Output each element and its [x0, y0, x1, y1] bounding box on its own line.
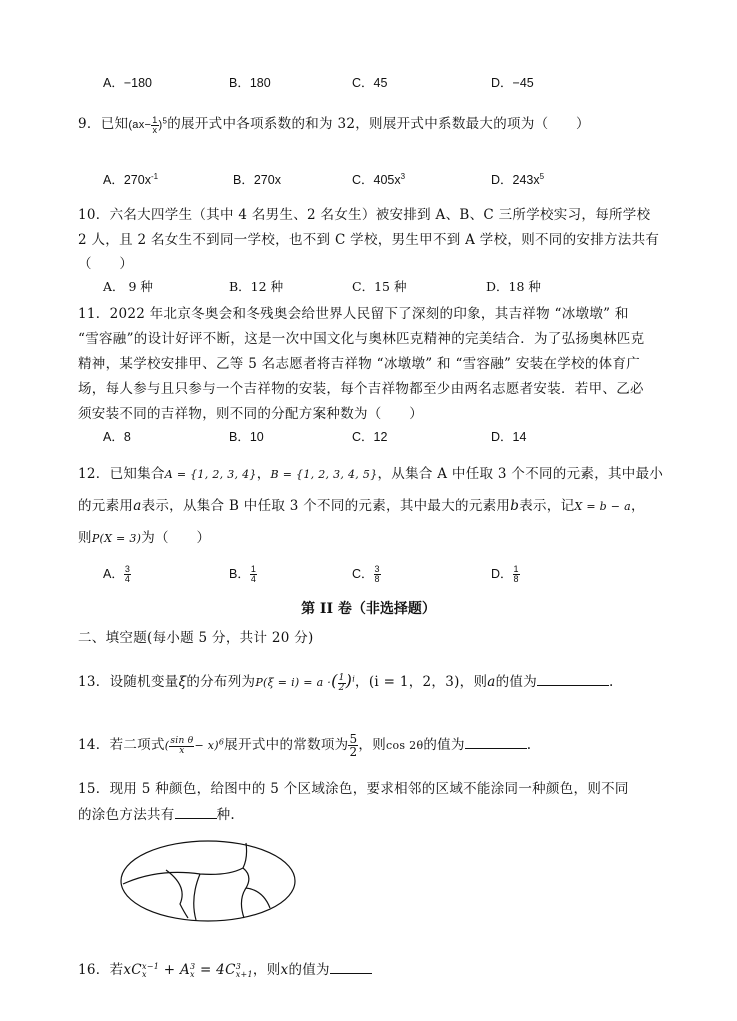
region-diagram — [118, 838, 298, 924]
q13-stem: 13．设随机变量ξ的分布列为P(ξ = i) = a ·( $\frac{1}{2}$ )$^i$，(i = 1，2，3)，则a的值为 . — [78, 671, 614, 693]
q8-option-d[interactable]: D．−45 — [491, 76, 534, 90]
x-definition: X = b − a — [574, 500, 631, 513]
section-heading: 二、填空题(每小题 5 分，共计 20 分) — [78, 630, 314, 646]
q12-line-2: 的元素用a表示，从集合 B 中任取 3 个不同的元素，其中最大的元素用b表示，记X = b − a， — [78, 498, 645, 514]
set-a: A = {1, 2, 3, 4} — [164, 468, 257, 481]
q11-line-1: 11．2022 年北京冬奥会和冬残奥会给世界人民留下了深刻的印象，其吉祥物 “冰墩墩” 和 — [78, 306, 629, 322]
q8-option-b[interactable]: B．180 — [229, 76, 271, 90]
q15-line-2: 的涂色方法共有 种. — [78, 807, 236, 823]
section-title: 第 II 卷（非选择题） — [301, 601, 436, 617]
probability-expression: P(X = 3) — [91, 532, 142, 545]
q13-formula: P(ξ = i) = a ·( $\frac{1}{2}$ )$^i$ — [255, 671, 356, 693]
q9-option-c[interactable]: C．$405x^3$ — [352, 171, 406, 187]
q11-line-2: “雪容融”的设计好评不断，这是一次中国文化与奥林匹克精神的完美结合．为了弘扬奥林匹克 — [78, 331, 645, 347]
q9-option-b[interactable]: B．270x — [233, 173, 281, 187]
q14-expression: ( $\frac{\text{sin θ}}{x}$ − x)$^6$ — [164, 735, 225, 756]
q11-option-d[interactable]: D．14 — [491, 430, 527, 444]
q16-answer-blank[interactable] — [330, 961, 372, 974]
q10-option-c[interactable]: C．15 种 — [352, 279, 407, 294]
q9-number: 9． — [78, 116, 101, 132]
q9-stem: 9．已知(ax− $\frac{1}{x}$ )$^5$的展开式中各项系数的和为 32，则展开式中系数最大的项为（ ） — [78, 114, 590, 135]
q10-line-1: 10．六名大四学生（其中 4 名男生、2 名女生）被安排到 A、B、C 三所学校实习，每所学校 — [78, 207, 651, 223]
q11-line-3: 精神，某学校安排甲、乙等 5 名志愿者将吉祥物 “冰墩墩” 和 “雪容融” 安装在学校的体育广 — [78, 356, 641, 372]
q10-line-3: （ ） — [78, 256, 134, 272]
q15-line-1: 15．现用 5 种颜色，给图中的 5 个区域涂色，要求相邻的区域不能涂同一种颜色，则不同 — [78, 781, 629, 797]
q14-stem: 14．若二项式( $\frac{\text{sin θ}}{x}$ − x)$^6$展开式中的常数项为 $\frac{5}{2}$ ，则cos 2θ的值为 . — [78, 732, 532, 759]
q16-formula: xC x−1 x + A 3 x = 4C 3 x+1 — [123, 961, 253, 979]
q12-option-a[interactable]: A． $\frac{3}{4}$ — [103, 564, 130, 585]
q13-answer-blank[interactable] — [537, 673, 609, 686]
q11-option-c[interactable]: C．12 — [352, 430, 388, 444]
q15-answer-blank[interactable] — [175, 806, 217, 819]
q11-option-a[interactable]: A．8 — [103, 430, 131, 444]
diagram-divider-3 — [166, 870, 188, 918]
q9-option-d[interactable]: D．$243x^5$ — [491, 171, 545, 187]
diagram-outer-ellipse — [121, 841, 295, 921]
q11-line-5: 须安装不同的吉祥物，则不同的分配方案种数为（ ） — [78, 406, 423, 422]
diagram-divider-5 — [246, 888, 270, 908]
diagram-divider-4 — [241, 868, 248, 918]
q12-option-d[interactable]: D． $\frac{1}{8}$ — [491, 564, 519, 585]
q8-option-a[interactable]: A．−180 — [103, 76, 152, 90]
q12-option-b[interactable]: B． $\frac{1}{4}$ — [229, 564, 256, 585]
q10-option-a[interactable]: A． 9 种 — [103, 279, 153, 294]
q12-line-3: 则P(X = 3)为（ ） — [78, 530, 211, 546]
q8-option-c[interactable]: C．45 — [352, 76, 388, 90]
q12-line-1: 12．已知集合A = {1, 2, 3, 4}，B = {1, 2, 3, 4, 5}，从集合 A 中任取 3 个不同的元素，其中最小 — [78, 466, 664, 482]
q9-expression: (ax− $\frac{1}{x}$ )$^5$ — [128, 114, 168, 135]
q10-line-2: 2 人，且 2 名女生不到同一学校，也不到 C 学校，男生甲不到 A 学校，则不同的安排方法共有 — [78, 232, 660, 248]
q11-line-4: 场，每人参与且只参与一个吉祥物的安装，每个吉祥物都至少由两名志愿者安装．若甲、乙必 — [78, 381, 644, 397]
q10-option-b[interactable]: B．12 种 — [229, 279, 284, 294]
q9-option-a[interactable]: A．$270x^{-1}$ — [103, 171, 159, 187]
q14-answer-blank[interactable] — [465, 736, 527, 749]
q11-option-b[interactable]: B．10 — [229, 430, 264, 444]
q10-option-d[interactable]: D．18 种 — [486, 279, 541, 294]
diagram-divider-1 — [123, 843, 247, 884]
set-b: B = {1, 2, 3, 4, 5} — [270, 468, 378, 481]
diagram-divider-2 — [194, 874, 200, 920]
q12-option-c[interactable]: C． $\frac{3}{8}$ — [352, 564, 380, 585]
q16-stem: 16．若xC x−1 x + A 3 x = 4C 3 x+1 ，则x的值为 — [78, 958, 372, 979]
